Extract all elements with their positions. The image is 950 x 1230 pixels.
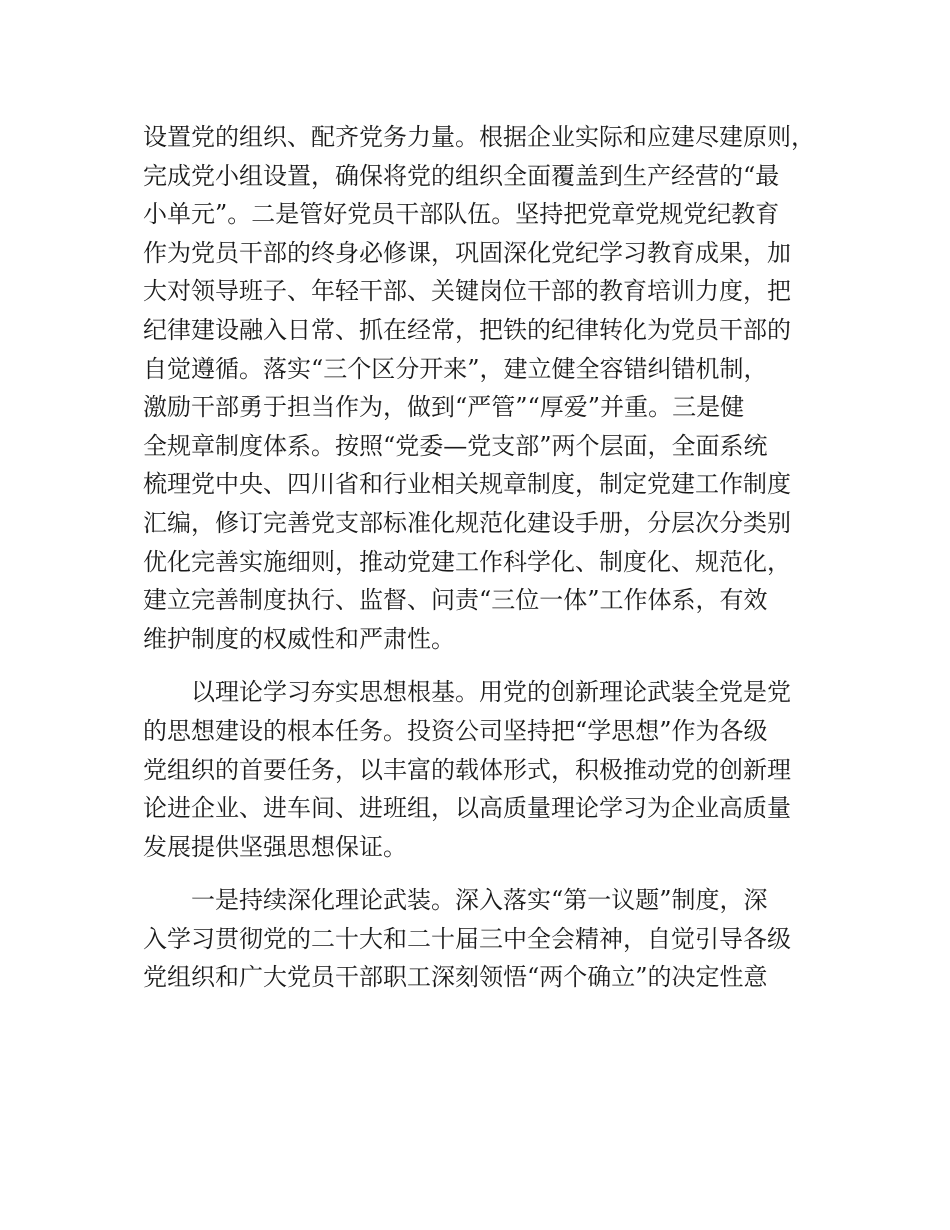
text-line: 的思想建设的根本任务。投资公司坚持把“学思想”作为各级	[143, 716, 768, 745]
paragraph-spacing	[143, 658, 823, 673]
text-line: 作为党员干部的终身必修课，巩固深化党纪学习教育成果，加	[143, 238, 791, 267]
text-line: 小单元”。二是管好党员干部队伍。坚持把党章党规党纪教育	[143, 200, 780, 229]
text-line: 梳理党中央、四川省和行业相关规章制度，制定党建工作制度	[143, 470, 791, 499]
text-line: 全规章制度体系。按照“党委—党支部”两个层面，全面系统	[143, 431, 768, 460]
text-line: 论进企业、进车间、进班组，以高质量理论学习为企业高质量	[143, 794, 791, 823]
text-line: 一是持续深化理论武装。深入落实“第一议题”制度，深	[143, 886, 768, 915]
text-line: 纪律建设融入日常、抓在经常，把铁的纪律转化为党员干部的	[143, 315, 791, 344]
text-line: 维护制度的权威性和严肃性。	[143, 624, 455, 653]
text-line: 激励干部勇于担当作为，做到“严管”“厚爱”并重。三是健	[143, 393, 745, 422]
text-line: 优化完善实施细则，推动党建工作科学化、制度化、规范化，	[143, 547, 791, 576]
document-body	[143, 118, 823, 997]
text-line: 入学习贯彻党的二十大和二十届三中全会精神，自觉引导各级	[143, 924, 791, 953]
text-line: 大对领导班子、年轻干部、关键岗位干部的教育培训力度，把	[143, 277, 791, 306]
text-line: 设置党的组织、配齐党务力量。根据企业实际和应建尽建原则，	[143, 123, 815, 151]
text-line: 建立完善制度执行、监督、问责“三位一体”工作体系，有效	[143, 586, 768, 615]
paragraph-2	[143, 673, 823, 866]
paragraph-1	[143, 118, 823, 658]
text-line: 以理论学习夯实思想根基。用党的创新理论武装全党是党	[143, 678, 791, 707]
paragraph-spacing	[143, 866, 823, 881]
text-line: 完成党小组设置，确保将党的组织全面覆盖到生产经营的“最	[143, 161, 780, 190]
text-line: 党组织的首要任务，以丰富的载体形式，积极推动党的创新理	[143, 755, 791, 784]
text-line: 发展提供坚强思想保证。	[143, 832, 407, 861]
text-line: 党组织和广大党员干部职工深刻领悟“两个确立”的决定性意	[143, 963, 768, 992]
paragraph-3	[143, 881, 823, 997]
text-line: 自觉遵循。落实“三个区分开来”，建立健全容错纠错机制，	[143, 354, 768, 383]
text-line: 汇编，修订完善党支部标准化规范化建设手册，分层次分类别	[143, 508, 791, 537]
